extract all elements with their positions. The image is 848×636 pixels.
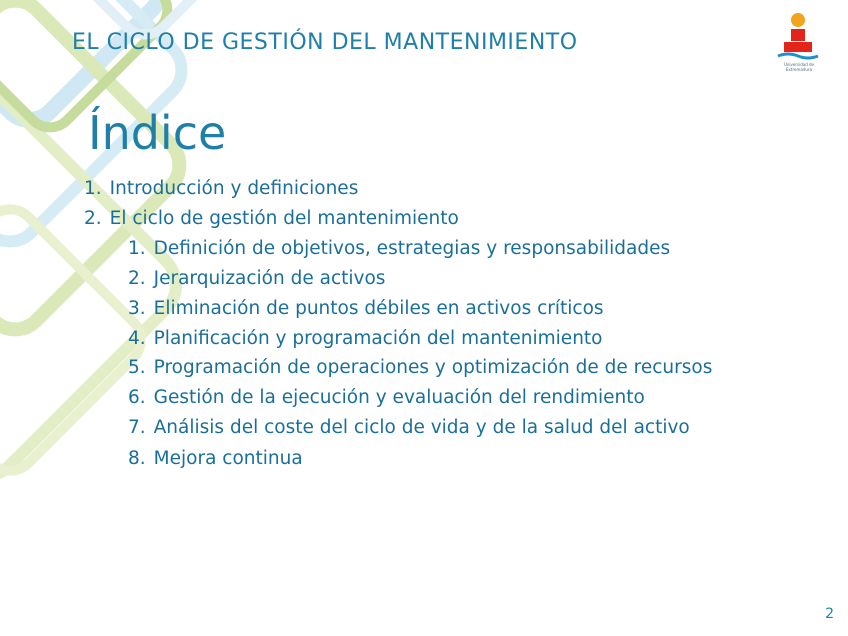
- slide-header-title: EL CICLO DE GESTIÓN DEL MANTENIMIENTO: [72, 30, 578, 55]
- toc-subitem-number: 1.: [128, 238, 146, 259]
- toc-subitem-label: Análisis del coste del ciclo de vida y de la salud del activo: [153, 417, 690, 438]
- toc-subitem: [128, 298, 604, 319]
- toc-subitem: [128, 417, 690, 438]
- toc-subitem-number: 7.: [128, 417, 146, 438]
- logo-caption: [764, 62, 834, 72]
- toc-subitem-label: Eliminación de puntos débiles en activos críticos: [153, 298, 604, 319]
- toc-subitem: [128, 387, 645, 408]
- toc-item-number: 2.: [84, 208, 102, 229]
- toc-subitem-number: 4.: [128, 328, 146, 349]
- toc-subitem-label: Programación de operaciones y optimización de de recursos: [153, 357, 713, 378]
- page-number: 2: [825, 606, 834, 622]
- toc-subitem-number: 2.: [128, 268, 146, 289]
- toc-subitem-label: Gestión de la ejecución y evaluación del rendimiento: [153, 387, 645, 408]
- toc-subitem: [128, 448, 303, 469]
- toc-subitem-label: Jerarquización de activos: [153, 268, 386, 289]
- logo-caption-line-1: Universidad de: [783, 62, 815, 67]
- toc-item-number: 1.: [84, 178, 102, 199]
- toc-subitem: [128, 328, 603, 349]
- toc-subitem-number: 3.: [128, 298, 146, 319]
- toc-item-label: El ciclo de gestión del mantenimiento: [109, 208, 459, 229]
- index-title: Índice: [88, 106, 227, 160]
- logo-caption-line-2: Extremadura: [786, 67, 812, 72]
- toc-item: [84, 178, 358, 199]
- toc-subitem-label: Mejora continua: [153, 448, 303, 469]
- toc-item-label: Introducción y definiciones: [109, 178, 359, 199]
- toc-subitem-label: Planificación y programación del mantenimiento: [153, 328, 603, 349]
- toc-subitem-label: Definición de objetivos, estrategias y responsabilidades: [153, 238, 671, 259]
- toc-subitem: [128, 268, 385, 289]
- toc-subitem-number: 8.: [128, 448, 146, 469]
- toc-subitem: [128, 357, 712, 378]
- toc-subitem: [128, 238, 670, 259]
- toc-item: [84, 208, 459, 229]
- toc-subitem-number: 6.: [128, 387, 146, 408]
- toc-subitem-number: 5.: [128, 357, 146, 378]
